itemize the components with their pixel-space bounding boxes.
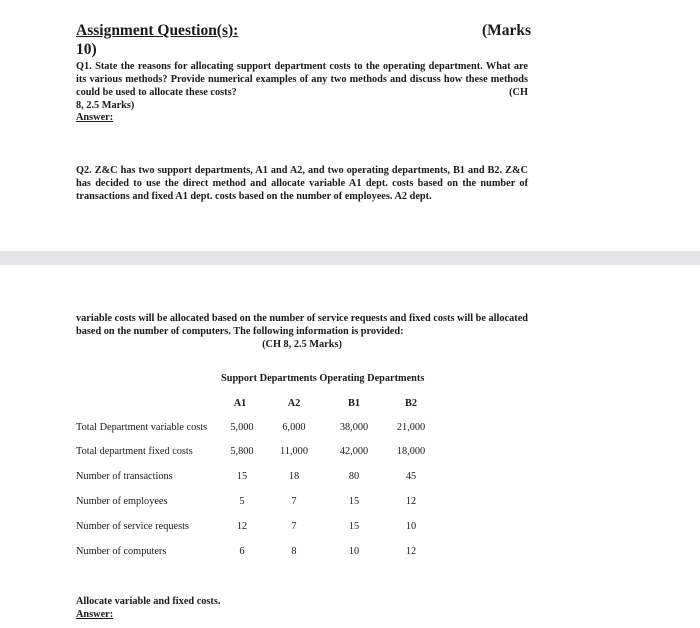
question-2-text: Q2. Z&C has two support departments, A1 and A2, and two operating departments, B1 and B2. Z&C has decided to use the direct method and allocate variable A1 dept. costs based on the number of transactions and fixed A1 dept. costs based on the number of employees. A2 dept. bbox=[76, 165, 528, 202]
question-1-marks: 8, 2.5 Marks) bbox=[76, 100, 135, 111]
table-cell: 21,000 bbox=[396, 422, 426, 433]
table-cell: 18,000 bbox=[396, 446, 426, 457]
table-row-label: Number of service requests bbox=[76, 521, 189, 532]
table-group-header: Support Departments Operating Departments bbox=[221, 373, 425, 384]
table-cell: 80 bbox=[348, 471, 360, 482]
table-cell: 5,000 bbox=[230, 422, 254, 433]
column-header-a1: A1 bbox=[233, 398, 247, 409]
table-cell: 12 bbox=[236, 521, 248, 532]
table-cell: 15 bbox=[348, 496, 360, 507]
assignment-title: Assignment Question(s): bbox=[76, 22, 239, 39]
question-1-text: Q1. State the reasons for allocating support department costs to the operating department. What are its various methods? Provide numerical examples of any two methods and discuss how these methods could be used to allocate these costs? bbox=[76, 61, 528, 98]
table-cell: 15 bbox=[348, 521, 360, 532]
table-cell: 18 bbox=[288, 471, 300, 482]
column-header-a2: A2 bbox=[287, 398, 301, 409]
table-cell: 12 bbox=[405, 546, 417, 557]
marks-label: (Marks bbox=[482, 22, 532, 39]
document-page-1 bbox=[0, 0, 700, 251]
answer-label-2: Answer: bbox=[76, 609, 114, 620]
marks-value: 10) bbox=[76, 41, 97, 58]
column-header-b2: B2 bbox=[404, 398, 418, 409]
question-1 bbox=[76, 60, 528, 112]
table-row-label: Total Department variable costs bbox=[76, 422, 208, 433]
table-cell: 12 bbox=[405, 496, 417, 507]
table-cell: 10 bbox=[405, 521, 417, 532]
table-row-label: Total department fixed costs bbox=[76, 446, 193, 457]
table-row-label: Number of transactions bbox=[76, 471, 173, 482]
table-cell: 38,000 bbox=[339, 422, 369, 433]
table-cell: 8 bbox=[291, 546, 297, 557]
table-cell: 10 bbox=[348, 546, 360, 557]
table-cell: 45 bbox=[405, 471, 417, 482]
table-cell: 7 bbox=[291, 496, 297, 507]
answer-label-1: Answer: bbox=[76, 112, 114, 123]
table-cell: 5 bbox=[239, 496, 245, 507]
table-row-label: Number of employees bbox=[76, 496, 168, 507]
table-cell: 6,000 bbox=[282, 422, 306, 433]
question-2-continued: variable costs will be allocated based on the number of service requests and fixed costs will be allocated based on the number of computers. The following information is provided: bbox=[76, 313, 528, 337]
table-cell: 7 bbox=[291, 521, 297, 532]
question-1-chapter: (CH bbox=[509, 87, 528, 98]
table-cell: 5,800 bbox=[230, 446, 254, 457]
document-page-2 bbox=[0, 265, 700, 628]
column-header-b1: B1 bbox=[347, 398, 361, 409]
table-cell: 11,000 bbox=[280, 446, 308, 457]
table-cell: 15 bbox=[236, 471, 248, 482]
table-cell: 6 bbox=[239, 546, 245, 557]
allocate-instruction: Allocate variable and fixed costs. bbox=[76, 596, 221, 607]
question-2-marks: (CH 8, 2.5 Marks) bbox=[262, 339, 342, 350]
table-cell: 42,000 bbox=[339, 446, 369, 457]
table-row-label: Number of computers bbox=[76, 546, 167, 557]
